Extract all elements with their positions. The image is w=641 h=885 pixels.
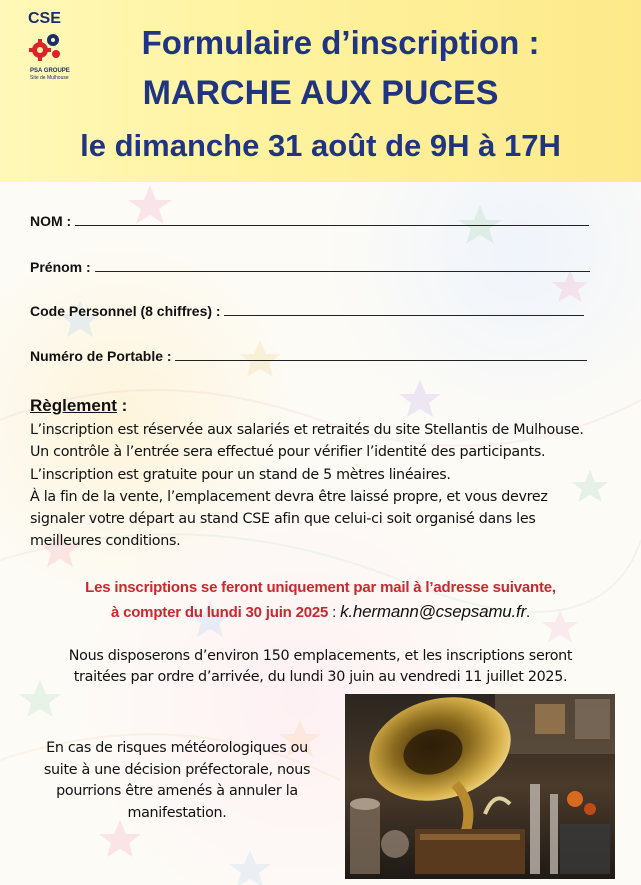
reglement-title: Règlement xyxy=(30,396,117,415)
meteo-line-3: pourrions être amenés à annuler la xyxy=(56,783,298,799)
emplacements-line-1: Nous disposerons d’environ 150 emplacements, et les inscriptions seront xyxy=(68,648,573,664)
gramophone-photo xyxy=(345,694,615,879)
emplacements-notice xyxy=(0,646,641,688)
reglement-text xyxy=(30,419,610,553)
form-field-prenom xyxy=(30,257,590,275)
inscriptions-separator: : xyxy=(328,604,341,621)
reglement-line: meilleures conditions. xyxy=(30,533,181,550)
emplacements-line-2: traitées par ordre d’arrivée, du lundi 30 juin au vendredi 11 juillet 2025. xyxy=(73,669,568,685)
form-field-code-personnel xyxy=(30,301,584,319)
logo-brand: CSE xyxy=(28,10,61,27)
logo-group: PSA GROUPE xyxy=(30,68,70,74)
reglement-line: L’inscription est gratuite pour un stand de 5 mètres linéaires. xyxy=(30,466,451,483)
field-label: NOM : xyxy=(30,213,72,229)
inscriptions-line-1: Les inscriptions se feront uniquement par mail à l’adresse suivante, xyxy=(85,579,556,596)
title-line-1: Formulaire d’inscription : xyxy=(141,24,540,61)
meteo-notice xyxy=(22,738,332,824)
reglement-line: signaler votre départ au stand CSE afin que celui-ci soit organisé dans les xyxy=(30,511,536,528)
meteo-line-1: En cas de risques météorologiques ou xyxy=(46,740,308,756)
header-banner xyxy=(0,0,641,182)
reglement-line: Un contrôle à l’entrée sera effectué pour vérifier l’identité des participants. xyxy=(30,444,546,461)
reglement-line: À la fin de la vente, l’emplacement devra être laissé propre, et vous devrez xyxy=(30,488,548,505)
star-decoration xyxy=(99,820,141,857)
title-line-3: le dimanche 31 août de 9H à 17H xyxy=(80,128,561,163)
title-line-2: MARCHE AUX PUCES xyxy=(142,74,499,112)
field-label: Code Personnel (8 chiffres) : xyxy=(30,303,221,319)
meteo-line-4: manifestation. xyxy=(127,804,227,821)
form-field-nom xyxy=(30,211,589,229)
field-label: Prénom : xyxy=(30,259,91,275)
portable-input-line[interactable] xyxy=(175,346,587,361)
nom-input-line[interactable] xyxy=(75,211,589,226)
inscriptions-end: . xyxy=(526,604,531,621)
meteo-line-2: suite à une décision préfectorale, nous xyxy=(43,761,311,778)
star-decoration xyxy=(229,850,271,885)
inscriptions-notice xyxy=(0,576,641,625)
reglement-line: L’inscription est réservée aux salariés et retraités du site Stellantis de Mulhouse. xyxy=(30,422,584,438)
star-decoration xyxy=(399,380,441,417)
logo-site: Site de Mulhouse xyxy=(30,75,69,81)
reglement-heading xyxy=(30,396,127,416)
contact-email-link[interactable]: k.hermann@csepsamu.fr xyxy=(340,602,527,621)
reglement-colon: : xyxy=(116,396,128,415)
inscriptions-line-2: à compter du lundi 30 juin 2025 xyxy=(110,604,329,621)
code-personnel-input-line[interactable] xyxy=(224,301,584,316)
prenom-input-line[interactable] xyxy=(95,257,590,272)
form-field-portable xyxy=(30,346,587,364)
field-label: Numéro de Portable : xyxy=(30,348,172,364)
